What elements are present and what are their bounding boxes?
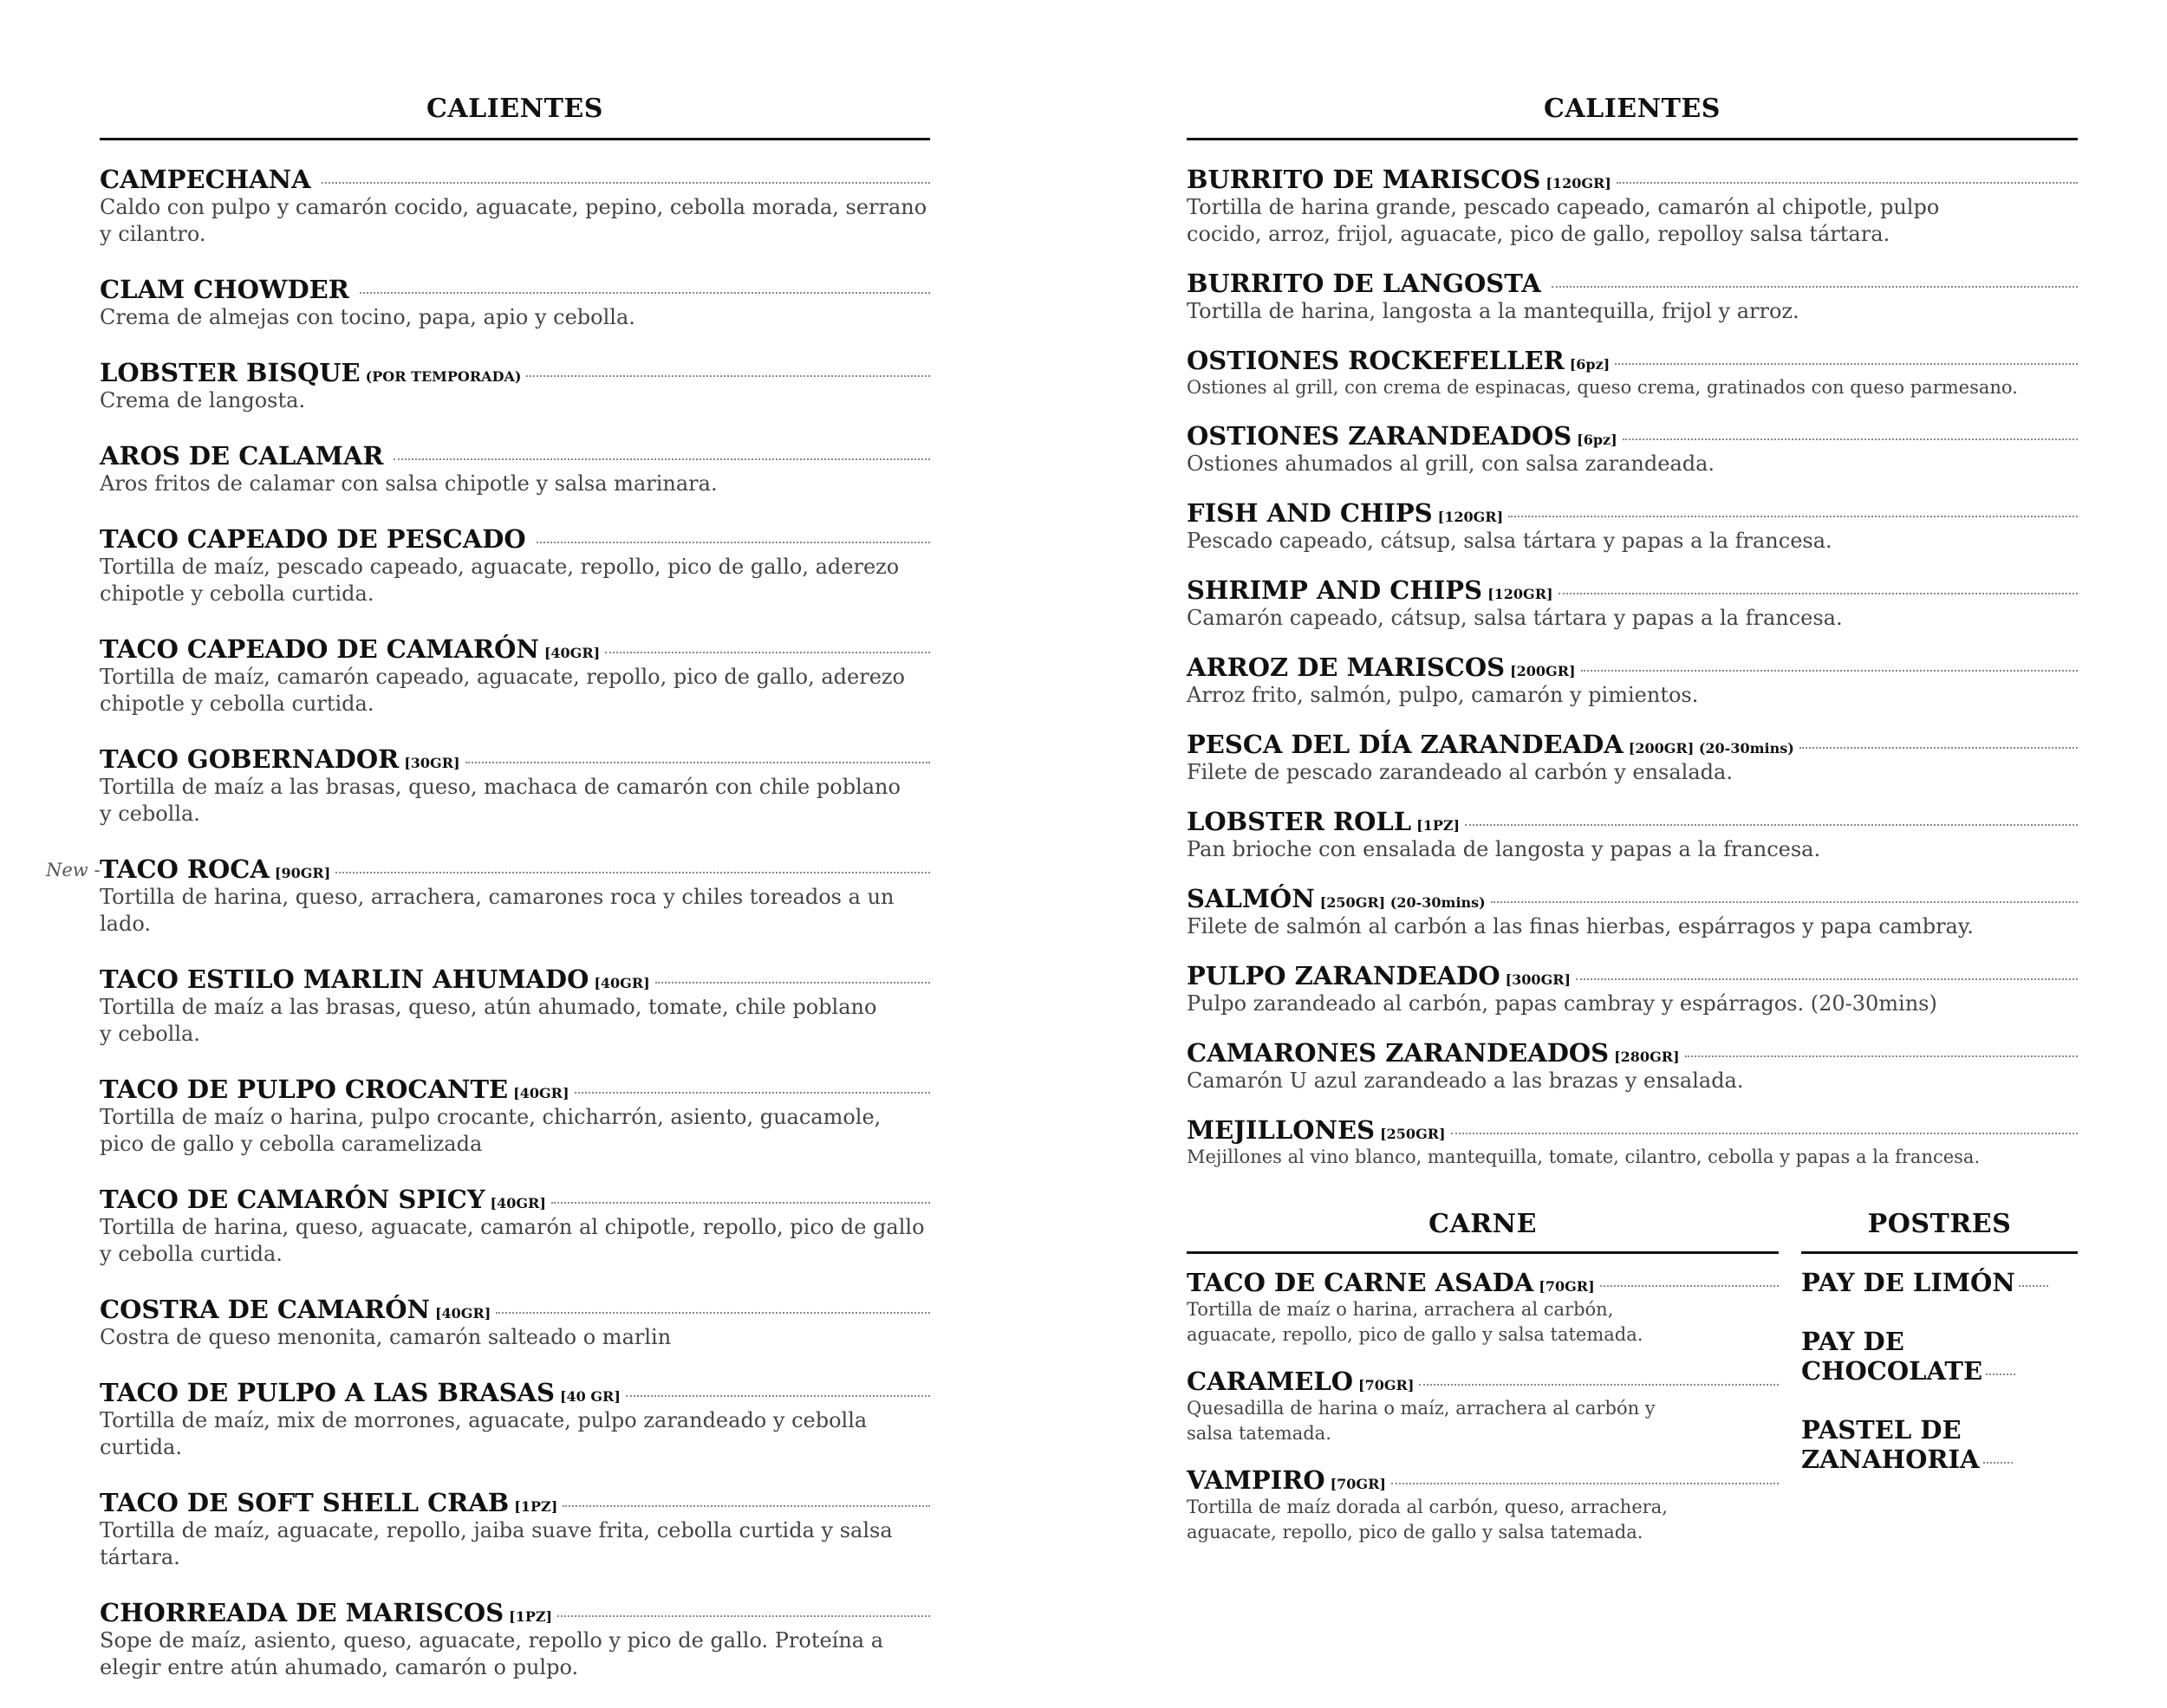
dot-leader bbox=[496, 1312, 930, 1314]
menu-item-description: Ostiones al grill, con crema de espinacas, queso crema, gratinados con queso parmesano. bbox=[1187, 377, 2018, 398]
menu-item-description: Camarón capeado, cátsup, salsa tártara y papas a la francesa. bbox=[1187, 606, 1843, 630]
section-rule bbox=[100, 138, 930, 140]
menu-item bbox=[100, 1295, 930, 1351]
dessert-name-line: CHOCOLATE bbox=[1801, 1356, 1983, 1386]
menu-item-name: AROS DE CALAMAR bbox=[100, 441, 384, 471]
postres-section bbox=[1801, 1209, 2078, 1503]
menu-item-portion: [40GR] bbox=[434, 1305, 491, 1322]
menu-item bbox=[100, 1378, 930, 1461]
menu-item-description: Arroz frito, salmón, pulpo, camarón y pimientos. bbox=[1187, 683, 1699, 707]
dot-leader bbox=[551, 1202, 930, 1204]
menu-item-name: MEJILLONES bbox=[1187, 1115, 1376, 1145]
menu-item-description: Aros fritos de calamar con salsa chipotle y salsa marinara. bbox=[100, 471, 718, 496]
menu-item-name: TACO DE CARNE ASADA bbox=[1187, 1268, 1534, 1297]
menu-item-portion: [30GR] bbox=[404, 755, 460, 771]
menu-item-name: COSTRA DE CAMARÓN bbox=[100, 1295, 430, 1324]
menu-item-portion: [200GR] bbox=[1510, 663, 1576, 679]
menu-item-name: PESCA DEL DÍA ZARANDEADA bbox=[1187, 730, 1624, 759]
menu-item bbox=[100, 1598, 930, 1681]
dessert-item bbox=[1801, 1268, 2078, 1297]
menu-item bbox=[1187, 165, 2078, 248]
section-title-carne: CARNE bbox=[1428, 1209, 1537, 1239]
menu-item-name: TACO DE PULPO A LAS BRASAS bbox=[100, 1378, 555, 1407]
menu-item bbox=[100, 744, 930, 828]
dot-leader bbox=[1685, 1055, 2078, 1057]
menu-item-description: Mejillones al vino blanco, mantequilla, tomate, cilantro, cebolla y papas a la francesa. bbox=[1187, 1146, 1981, 1167]
menu-item-name: OSTIONES ZARANDEADOS bbox=[1187, 421, 1572, 451]
menu-item-name: LOBSTER ROLL bbox=[1187, 807, 1412, 836]
dot-leader bbox=[526, 375, 930, 377]
menu-item-portion: [1PZ] bbox=[509, 1608, 553, 1625]
dot-leader bbox=[465, 762, 930, 763]
dot-leader bbox=[655, 982, 930, 984]
menu-item-name: BURRITO DE MARISCOS bbox=[1187, 165, 1541, 194]
menu-item-description: Tortilla de maíz a las brasas, queso, machaca de camarón con chile poblano y cebolla. bbox=[100, 775, 901, 826]
menu-item-name: BURRITO DE LANGOSTA bbox=[1187, 269, 1541, 298]
menu-item-portion: [250GR] (20-30mins) bbox=[1319, 894, 1486, 911]
menu-item-description: Camarón U azul zarandeado a las brazas y ensalada. bbox=[1187, 1068, 1744, 1093]
menu-item-description: Tortilla de maíz, camarón capeado, aguacate, repollo, pico de gallo, aderezo chipotle y cebolla curtida. bbox=[100, 665, 906, 716]
dot-leader bbox=[1491, 901, 2078, 903]
menu-item bbox=[100, 524, 930, 607]
dot-leader bbox=[360, 292, 930, 294]
menu-item-name: SALMÓN bbox=[1187, 884, 1315, 913]
menu-item-name: OSTIONES ROCKEFELLER bbox=[1187, 346, 1565, 375]
menu-item bbox=[100, 964, 930, 1048]
menu-item-portion: [250GR] bbox=[1380, 1126, 1446, 1142]
menu-item-name: TACO CAPEADO DE CAMARÓN bbox=[100, 634, 539, 664]
menu-item bbox=[100, 275, 930, 331]
dot-leader bbox=[1623, 438, 2078, 440]
menu-item-name: PULPO ZARANDEADO bbox=[1187, 961, 1500, 990]
menu-item-name: TACO DE CAMARÓN SPICY bbox=[100, 1185, 485, 1214]
menu-item bbox=[100, 1488, 930, 1571]
menu-item-description: Filete de pescado zarandeado al carbón y ensalada. bbox=[1187, 760, 1733, 784]
dessert-name bbox=[1801, 1445, 2078, 1474]
section-rule bbox=[1187, 138, 2078, 140]
dessert-name-line: PAY DE bbox=[1801, 1327, 1904, 1356]
menu-item-name: TACO DE SOFT SHELL CRAB bbox=[100, 1488, 510, 1517]
menu-item-portion: [40GR] bbox=[543, 645, 601, 661]
dessert-item bbox=[1801, 1327, 2078, 1386]
menu-item-portion: [120GR] bbox=[1437, 509, 1504, 525]
menu-item-name: TACO ESTILO MARLIN AHUMADO bbox=[100, 964, 589, 994]
menu-item bbox=[100, 441, 930, 497]
dot-leader bbox=[626, 1395, 930, 1397]
menu-item-description: Costra de queso menonita, camarón salteado o marlin bbox=[100, 1325, 672, 1349]
menu-item-description: Sope de maíz, asiento, queso, aguacate, repollo y pico de gallo. Proteína a elegir entre atún ahumado, camarón o pulpo. bbox=[100, 1628, 884, 1679]
dot-leader bbox=[605, 652, 930, 653]
menu-item bbox=[1187, 807, 2078, 863]
menu-item-portion: (POR TEMPORADA) bbox=[365, 368, 522, 385]
menu-item-description: Filete de salmón al carbón a las finas hierbas, espárragos y papa cambray. bbox=[1187, 914, 1974, 938]
dot-leader bbox=[1419, 1384, 1779, 1386]
menu-item-description: Tortilla de harina grande, pescado capeado, camarón al chipotle, pulpo cocido, arroz, frijol, aguacate, pico de gallo, repolloy salsa tártara. bbox=[1187, 195, 1940, 246]
section-rule bbox=[1187, 1251, 1779, 1254]
menu-item-portion: [40GR] bbox=[594, 975, 650, 991]
menu-item-portion: [120GR] bbox=[1546, 175, 1611, 192]
dessert-name-line: ZANAHORIA bbox=[1801, 1445, 1980, 1474]
menu-item bbox=[1187, 1115, 2078, 1170]
menu-item-portion: [70GR] bbox=[1539, 1278, 1595, 1295]
dot-leader bbox=[1451, 1133, 2078, 1134]
section-title-calientes: CALIENTES bbox=[1544, 94, 1721, 124]
menu-item-name: TACO CAPEADO DE PESCADO bbox=[100, 524, 526, 554]
menu-item-name: LOBSTER BISQUE bbox=[100, 358, 361, 387]
dot-leader bbox=[575, 1092, 930, 1094]
menu-item bbox=[100, 358, 930, 414]
menu-item-name: FISH AND CHIPS bbox=[1187, 498, 1433, 528]
menu-item bbox=[1187, 575, 2078, 632]
dot-leader bbox=[563, 1505, 930, 1507]
dot-leader bbox=[1986, 1374, 2015, 1375]
menu-item bbox=[1187, 1268, 1779, 1348]
menu-item bbox=[1187, 269, 2078, 325]
menu-item bbox=[100, 1185, 930, 1268]
menu-item bbox=[1187, 1465, 1779, 1545]
menu-item-name: SHRIMP AND CHIPS bbox=[1187, 575, 1483, 605]
menu-item-description: Tortilla de harina, langosta a la mantequilla, frijol y arroz. bbox=[1187, 299, 1799, 323]
menu-item-description: Tortilla de maíz o harina, pulpo crocante, chicharrón, asiento, guacamole, pico de gallo y cebolla caramelizada bbox=[100, 1105, 882, 1156]
menu-item-name: CLAM CHOWDER bbox=[100, 275, 349, 304]
menu-item-portion: [40GR] bbox=[513, 1085, 569, 1101]
carne-section bbox=[1187, 1209, 1779, 1564]
menu-item-name: CARAMELO bbox=[1187, 1367, 1354, 1396]
menu-item-portion: [280GR] bbox=[1614, 1049, 1680, 1065]
dot-leader bbox=[322, 182, 930, 184]
menu-item-description: Tortilla de maíz dorada al carbón, queso, arrachera, aguacate, repollo, pico de gallo y salsa tatemada. bbox=[1187, 1497, 1668, 1542]
menu-item-description: Quesadilla de harina o maíz, arrachera al carbón y salsa tatemada. bbox=[1187, 1398, 1656, 1444]
dessert-name-line: PAY DE LIMÓN bbox=[1801, 1268, 2015, 1297]
menu-item bbox=[1187, 730, 2078, 786]
dot-leader bbox=[1581, 670, 2078, 672]
dot-leader bbox=[1617, 182, 2078, 184]
dot-leader bbox=[557, 1615, 930, 1617]
right-menu-list bbox=[1187, 165, 2078, 1170]
menu-item bbox=[1187, 884, 2078, 940]
menu-item-description: Tortilla de maíz a las brasas, queso, atún ahumado, tomate, chile poblano y cebolla. bbox=[100, 995, 877, 1046]
dot-leader bbox=[394, 458, 930, 460]
menu-item bbox=[100, 634, 930, 718]
menu-item bbox=[1187, 1367, 1779, 1446]
menu-item-name: TACO DE PULPO CROCANTE bbox=[100, 1075, 509, 1104]
right-column bbox=[1187, 0, 2078, 1191]
menu-item-description: Ostiones ahumados al grill, con salsa zarandeada. bbox=[1187, 451, 1715, 476]
menu-item-portion: [70GR] bbox=[1358, 1377, 1415, 1393]
menu-item bbox=[46, 854, 930, 938]
menu-item-portion: [40GR] bbox=[490, 1195, 546, 1211]
menu-item-description: Crema de langosta. bbox=[100, 388, 306, 412]
dot-leader bbox=[1615, 363, 2078, 365]
menu-item-name: VAMPIRO bbox=[1187, 1465, 1325, 1495]
dessert-item bbox=[1801, 1415, 2078, 1474]
menu-item bbox=[100, 165, 930, 248]
menu-item bbox=[100, 1075, 930, 1158]
dot-leader bbox=[537, 542, 930, 543]
menu-item-description: Tortilla de harina, queso, arrachera, camarones roca y chiles toreados a un lado. bbox=[100, 885, 895, 936]
menu-item-portion: [200GR] (20-30mins) bbox=[1628, 740, 1794, 757]
menu-item-portion: [300GR] bbox=[1505, 971, 1572, 988]
menu-item bbox=[1187, 346, 2078, 400]
menu-item-description: Pulpo zarandeado al carbón, papas cambray y espárragos. (20-30mins) bbox=[1187, 991, 1937, 1016]
menu-item bbox=[1187, 421, 2078, 477]
dot-leader bbox=[1799, 747, 2078, 749]
section-rule bbox=[1801, 1251, 2078, 1254]
menu-item-portion: [120GR] bbox=[1487, 586, 1553, 602]
left-menu-list bbox=[46, 165, 930, 1681]
menu-item-description: Tortilla de harina, queso, aguacate, camarón al chipotle, repollo, pico de gallo y cebolla curtida. bbox=[100, 1215, 925, 1266]
dessert-name bbox=[1801, 1356, 2078, 1386]
dot-leader bbox=[1600, 1285, 1779, 1287]
menu-item-description: Pescado capeado, cátsup, salsa tártara y papas a la francesa. bbox=[1187, 529, 1832, 553]
menu-item-description: Tortilla de maíz, pescado capeado, aguacate, repollo, pico de gallo, aderezo chipotle y cebolla curtida. bbox=[100, 555, 900, 606]
menu-item-portion: [1PZ] bbox=[1416, 817, 1461, 834]
menu-item-name: ARROZ DE MARISCOS bbox=[1187, 653, 1506, 682]
menu-item-portion: [40 GR] bbox=[559, 1388, 621, 1405]
dot-leader bbox=[1391, 1483, 1779, 1484]
dessert-name-line: PASTEL DE bbox=[1801, 1415, 1962, 1445]
menu-item-name: CAMARONES ZARANDEADOS bbox=[1187, 1038, 1610, 1068]
dot-leader bbox=[335, 872, 930, 873]
menu-item-description: Tortilla de maíz, mix de morrones, aguacate, pulpo zarandeado y cebolla curtida. bbox=[100, 1408, 868, 1459]
menu-item bbox=[1187, 498, 2078, 555]
dessert-name bbox=[1801, 1268, 2078, 1297]
menu-item bbox=[1187, 653, 2078, 709]
menu-item-name: CHORREADA DE MARISCOS bbox=[100, 1598, 504, 1627]
menu-item bbox=[1187, 1038, 2078, 1094]
dot-leader bbox=[2019, 1285, 2048, 1287]
menu-item-portion: [90GR] bbox=[274, 865, 331, 881]
dot-leader bbox=[1576, 978, 2078, 980]
menu-item-description: Tortilla de maíz o harina, arrachera al carbón, aguacate, repollo, pico de gallo y salsa tatemada. bbox=[1187, 1299, 1643, 1345]
menu-item-description: Pan brioche con ensalada de langosta y papas a la francesa. bbox=[1187, 837, 1821, 861]
menu-item-portion: [70GR] bbox=[1330, 1476, 1386, 1492]
menu-item-name: TACO GOBERNADOR bbox=[100, 744, 400, 774]
section-title-postres: POSTRES bbox=[1867, 1209, 2012, 1239]
dot-leader bbox=[1983, 1462, 2013, 1464]
menu-item-description: Caldo con pulpo y camarón cocido, aguacate, pepino, cebolla morada, serrano y cilantro. bbox=[100, 195, 927, 246]
menu-item bbox=[1187, 961, 2078, 1017]
section-title-calientes: CALIENTES bbox=[426, 94, 603, 124]
dot-leader bbox=[1559, 593, 2078, 594]
new-label: New - bbox=[46, 860, 101, 880]
menu-item-portion: [6pz] bbox=[1577, 432, 1617, 448]
dot-leader bbox=[1508, 516, 2078, 517]
menu-item-description: Crema de almejas con tocino, papa, apio y cebolla. bbox=[100, 305, 635, 329]
dot-leader bbox=[1552, 286, 2078, 288]
menu-item-portion: [1PZ] bbox=[514, 1498, 558, 1515]
menu-item-portion: [6pz] bbox=[1569, 356, 1611, 373]
menu-item-name: TACO ROCA bbox=[100, 854, 270, 884]
dot-leader bbox=[1465, 824, 2078, 826]
left-column bbox=[46, 0, 930, 1708]
menu-item-name: CAMPECHANA bbox=[100, 165, 311, 194]
menu-item-description: Tortilla de maíz, aguacate, repollo, jaiba suave frita, cebolla curtida y salsa tártara. bbox=[100, 1518, 893, 1569]
